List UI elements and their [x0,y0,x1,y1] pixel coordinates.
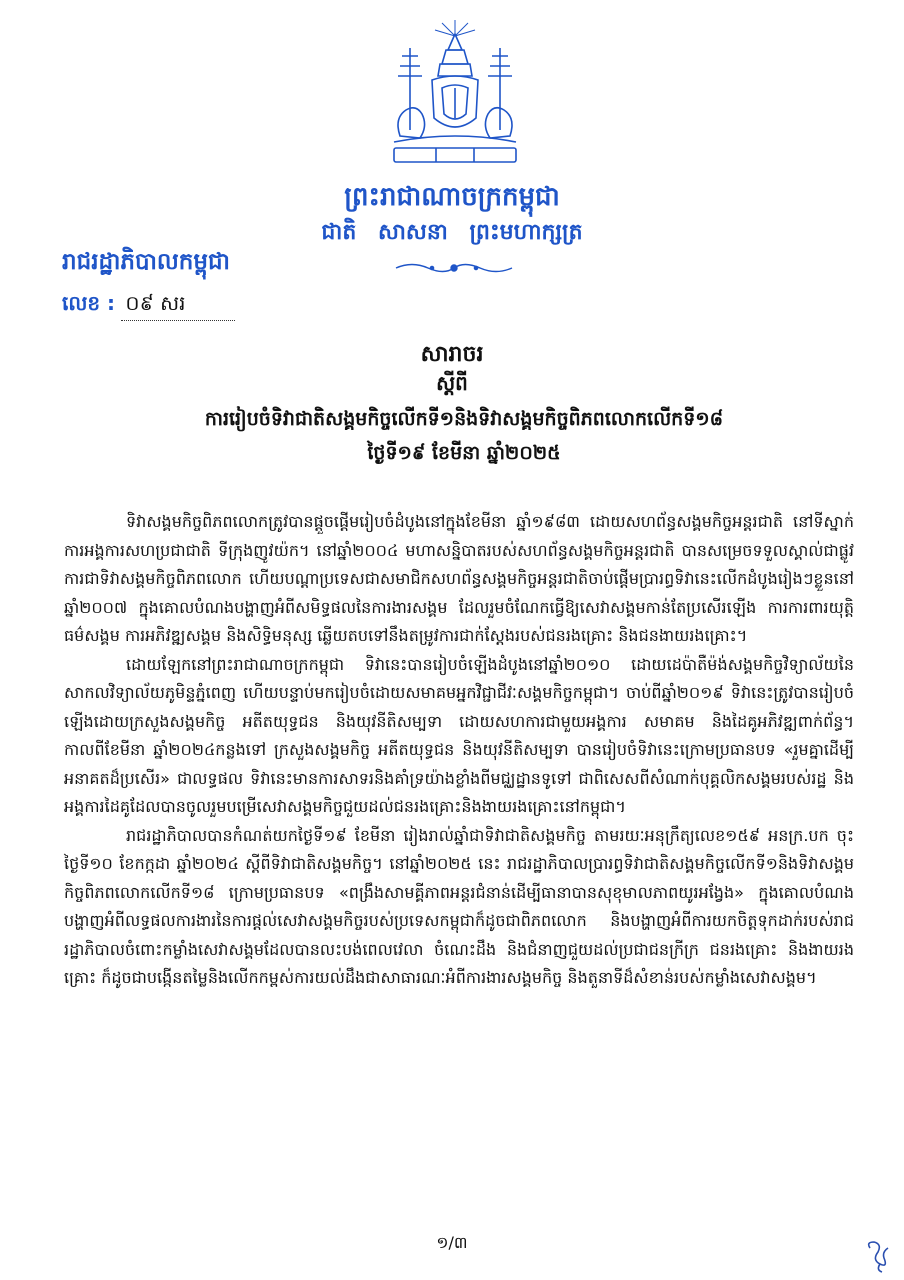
issuing-government: រាជរដ្ឋាភិបាលកម្ពុជា [62,249,230,275]
document-type: សារាចរ [420,342,484,367]
royal-arms-emblem-icon [380,18,530,170]
document-about-label: ស្តីពី [436,371,468,395]
body-paragraph-1: ទិវាសង្គមកិច្ចពិភពលោកត្រូវបានផ្តួចផ្តើមរៀបចំដំបូងនៅក្នុងខែមីនា ឆ្នាំ១៩៨៣ ដោយសហព័ន្ធសង្គមកិច្ចអន្តរជាតិ នៅទីស្នាក់ការអង្គការសហប្រជាជាតិ ទីក្រុងញូវយ៉ក។ នៅឆ្នាំ២០០៤ មហាសន្និបាតរបស់សហព័ន្ធសង្គមកិច្ចអន្តរជាតិ បានសម្រេចទទួលស្គាល់ជាផ្លូវការជាទិវាសង្គមកិច្ចពិភពលោក ហើយបណ្តាប្រទេសជាសមាជិកសហព័ន្ធសង្គមកិច្ចអន្តរជាតិចាប់ផ្តើមប្រារព្ធទិវានេះលើកដំបូងរៀងៗខ្លួននៅឆ្នាំ២០០៧ ក្នុងគោលបំណងបង្ហាញអំពីសមិទ្ធផលនៃការងារសង្គម ដែលរួមចំណែកធ្វើឱ្យសេវាសង្គមកាន់តែប្រសើរឡើង ការការពារយុត្តិធម៌សង្គម ការអភិវឌ្ឍសង្គម និងសិទ្ធិមនុស្ស ឆ្លើយតបទៅនឹងតម្រូវការជាក់ស្តែងរបស់ជនរងគ្រោះ និងជនងាយរងគ្រោះ។ [64,512,854,645]
body-paragraph-2: ដោយឡែកនៅព្រះរាជាណាចក្រកម្ពុជា ទិវានេះបានរៀបចំឡើងដំបូងនៅឆ្នាំ២០១០ ដោយដេប៉ាតឺម៉ង់សង្គមកិច្ចវិទ្យាល័យនៃសាកលវិទ្យាល័យភូមិន្ទភ្នំពេញ ហើយបន្ទាប់មករៀបចំដោយសមាគមអ្នកវិជ្ជាជីវៈសង្គមកិច្ចកម្ពុជា។ ចាប់ពីឆ្នាំ២០១៩ ទិវានេះត្រូវបានរៀបចំឡើងដោយក្រសួងសង្គមកិច្ច អតីតយុទ្ធជន និងយុវនីតិសម្បទា ដោយសហការជាមួយអង្គការ សមាគម និងដៃគូអភិវឌ្ឍពាក់ព័ន្ធ។ កាលពីខែមីនា ឆ្នាំ២០២៤កន្លងទៅ ក្រសួងសង្គមកិច្ច អតីតយុទ្ធជន និងយុវនីតិសម្បទា បានរៀបចំទិវានេះក្រោមប្រធានបទ «រួមគ្នាដើម្បីអនាគតដ៏ប្រសើរ» ជាលទ្ធផល ទិវានេះមានការសាទរនិងគាំទ្រយ៉ាងខ្លាំងពីមជ្ឈដ្ឋានទូទៅ ជាពិសេសពីសំណាក់បុគ្គលិកសង្គមរបស់រដ្ឋ និងអង្គការដៃគូដែលបានចូលរួមបម្រើសេវាសង្គមកិច្ចជួយដល់ជនរងគ្រោះនិងងាយរងគ្រោះនៅកម្ពុជា។ [64,654,854,816]
subject-line-2: ថ្ងៃទី១៩ ខែមីនា ឆ្នាំ២០២៥ [367,442,561,464]
subject-line-1: ការរៀបចំទិវាជាតិសង្គមកិច្ចលើកទី១និងទិវាសង្គមកិច្ចពិភពលោកលើកទី១៨ [204,408,724,430]
reference-number [62,290,235,321]
page-number: ១/៣ [436,1233,468,1252]
document-subject [84,402,844,470]
ornament-divider-icon [392,259,516,277]
reference-label: លេខ : [62,291,116,315]
handwritten-initial-icon [858,1238,898,1274]
kingdom-name: ព្រះរាជាណាចក្រកម្ពុជា [344,182,560,212]
document-body [64,508,854,993]
reference-value: ០៩ សរ [121,290,235,321]
national-motto: ជាតិ សាសនា ព្រះមហាក្សត្រ [321,220,583,245]
body-paragraph-3: រាជរដ្ឋាភិបាលបានកំណត់យកថ្ងៃទី១៩ ខែមីនា រៀងរាល់ឆ្នាំជាទិវាជាតិសង្គមកិច្ច តាមរយៈអនុក្រឹត្យលេខ១៥៩ អនក្រ.បក ចុះថ្ងៃទី១០ ខែកក្កដា ឆ្នាំ២០២៤ ស្តីពីទិវាជាតិសង្គមកិច្ច។ នៅឆ្នាំ២០២៥ នេះ រាជរដ្ឋាភិបាលប្រារព្ធទិវាជាតិសង្គមកិច្ចលើកទី១និងទិវាសង្គមកិច្ចពិភពលោកលើកទី១៨ ក្រោមប្រធានបទ «ពង្រឹងសាមគ្គីភាពអន្តរជំនាន់ដើម្បីធានាបានសុខុមាលភាពយូរអង្វែង» ក្នុងគោលបំណងបង្ហាញអំពីលទ្ធផលការងារនៃការផ្តល់សេវាសង្គមកិច្ចរបស់ប្រទេសកម្ពុជាក៏ដូចជាពិភពលោក និងបង្ហាញអំពីការយកចិត្តទុកដាក់របស់រាជរដ្ឋាភិបាលចំពោះកម្លាំងសេវាសង្គមដែលបានលះបង់ពេលវេលា ចំណេះដឹង និងជំនាញជួយដល់ប្រជាជនក្រីក្រ ជនរងគ្រោះ និងងាយរងគ្រោះ ក៏ដូចជាបង្កើនតម្លៃនិងលើកកម្ពស់ការយល់ដឹងជាសាធារណៈអំពីការងារសង្គមកិច្ច និងតួនាទីដ៏សំខាន់របស់កម្លាំងសេវាសង្គម។ [64,825,854,987]
